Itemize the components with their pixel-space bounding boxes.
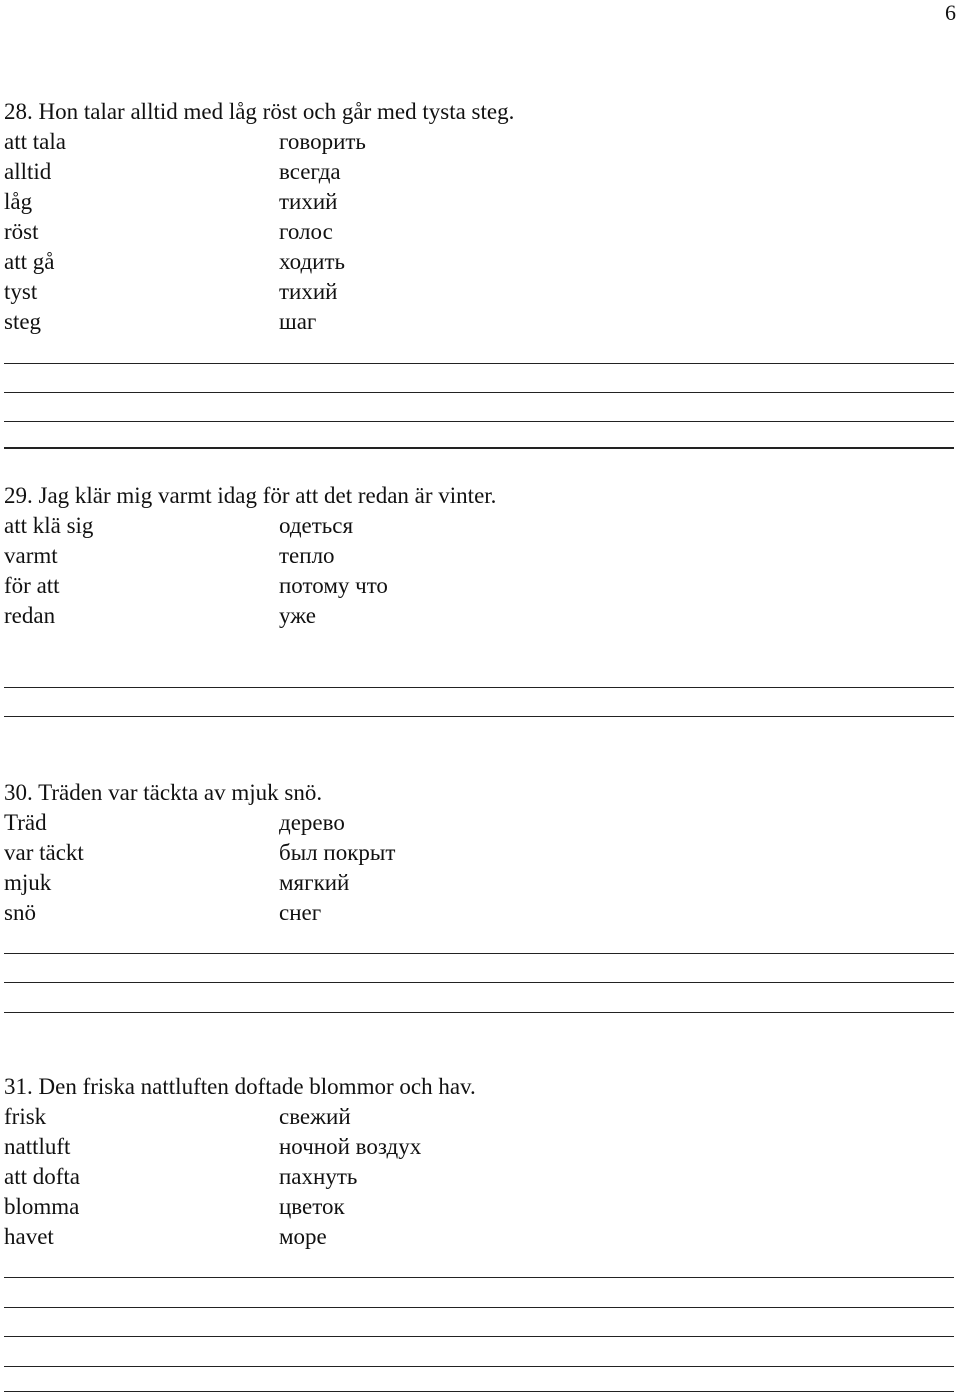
vocab-row — [4, 1222, 956, 1252]
vocab-russian: был покрыт — [279, 840, 396, 865]
vocab-row — [4, 127, 956, 157]
vocab-russian: цветок — [279, 1194, 345, 1219]
vocab-row — [4, 1132, 956, 1162]
answer-line[interactable] — [4, 447, 954, 449]
vocab-row — [4, 601, 956, 631]
answer-line[interactable] — [4, 1012, 954, 1013]
vocab-row — [4, 307, 956, 337]
vocab-russian: ходить — [279, 249, 346, 274]
vocab-swedish: tyst — [4, 279, 38, 304]
vocab-swedish: varmt — [4, 543, 58, 568]
vocab-swedish: havet — [4, 1224, 54, 1249]
answer-line[interactable] — [4, 392, 954, 393]
vocab-russian: пахнуть — [279, 1164, 358, 1189]
vocab-row — [4, 868, 956, 898]
vocab-russian: уже — [279, 603, 316, 628]
exercise-sentence: 31. Den friska nattluften doftade blommor och hav. — [4, 1074, 476, 1099]
vocab-row — [4, 157, 956, 187]
vocab-russian: говорить — [279, 129, 366, 154]
vocab-russian: тихий — [279, 279, 338, 304]
vocab-russian: свежий — [279, 1104, 351, 1129]
vocab-row — [4, 277, 956, 307]
answer-line[interactable] — [4, 716, 954, 717]
vocab-russian: ночной воздух — [279, 1134, 422, 1159]
answer-line[interactable] — [4, 363, 954, 364]
vocab-russian: тепло — [279, 543, 335, 568]
exercise-sentence: 28. Hon talar alltid med låg röst och går med tysta steg. — [4, 99, 515, 124]
exercise-sentence: 29. Jag klär mig varmt idag för att det redan är vinter. — [4, 483, 497, 508]
vocab-row — [4, 217, 956, 247]
vocab-swedish: alltid — [4, 159, 52, 184]
vocab-swedish: snö — [4, 900, 36, 925]
answer-line[interactable] — [4, 982, 954, 983]
answer-line[interactable] — [4, 1277, 954, 1278]
vocab-russian: море — [279, 1224, 327, 1249]
exercise-sentence: 30. Träden var täckta av mjuk snö. — [4, 780, 323, 805]
vocab-russian: голос — [279, 219, 333, 244]
vocab-swedish: blomma — [4, 1194, 80, 1219]
vocab-row — [4, 808, 956, 838]
answer-line[interactable] — [4, 1336, 954, 1337]
vocab-swedish: nattluft — [4, 1134, 71, 1159]
vocab-row — [4, 511, 956, 541]
vocab-swedish: att klä sig — [4, 513, 94, 538]
answer-line[interactable] — [4, 1366, 954, 1367]
page-number: 6 — [945, 0, 956, 25]
exercise-30 — [4, 778, 956, 1018]
vocab-row — [4, 1162, 956, 1192]
vocab-russian: шаг — [279, 309, 317, 334]
vocab-swedish: Träd — [4, 810, 47, 835]
vocab-swedish: att dofta — [4, 1164, 80, 1189]
vocab-swedish: låg — [4, 189, 33, 214]
vocab-row — [4, 541, 956, 571]
vocab-row — [4, 1102, 956, 1132]
vocab-row — [4, 187, 956, 217]
vocab-row — [4, 1192, 956, 1222]
vocab-row — [4, 247, 956, 277]
vocab-russian: снег — [279, 900, 322, 925]
vocab-swedish: frisk — [4, 1104, 47, 1129]
vocab-swedish: röst — [4, 219, 39, 244]
vocab-russian: тихий — [279, 189, 338, 214]
vocab-swedish: var täckt — [4, 840, 84, 865]
vocab-russian: дерево — [279, 810, 345, 835]
vocab-swedish: att tala — [4, 129, 66, 154]
vocab-row — [4, 838, 956, 868]
vocab-russian: одеться — [279, 513, 354, 538]
answer-line[interactable] — [4, 1307, 954, 1308]
vocab-swedish: redan — [4, 603, 56, 628]
exercise-29 — [4, 481, 956, 721]
vocab-row — [4, 571, 956, 601]
exercise-28 — [4, 97, 956, 457]
vocab-swedish: att gå — [4, 249, 55, 274]
answer-line[interactable] — [4, 1391, 954, 1392]
vocab-russian: всегда — [279, 159, 341, 184]
vocab-swedish: steg — [4, 309, 42, 334]
vocab-swedish: mjuk — [4, 870, 52, 895]
answer-line[interactable] — [4, 421, 954, 422]
answer-line[interactable] — [4, 953, 954, 954]
exercise-31 — [4, 1072, 956, 1394]
vocab-row — [4, 898, 956, 928]
answer-line[interactable] — [4, 687, 954, 688]
vocab-russian: мягкий — [279, 870, 350, 895]
vocab-russian: потому что — [279, 573, 388, 598]
vocab-swedish: för att — [4, 573, 60, 598]
